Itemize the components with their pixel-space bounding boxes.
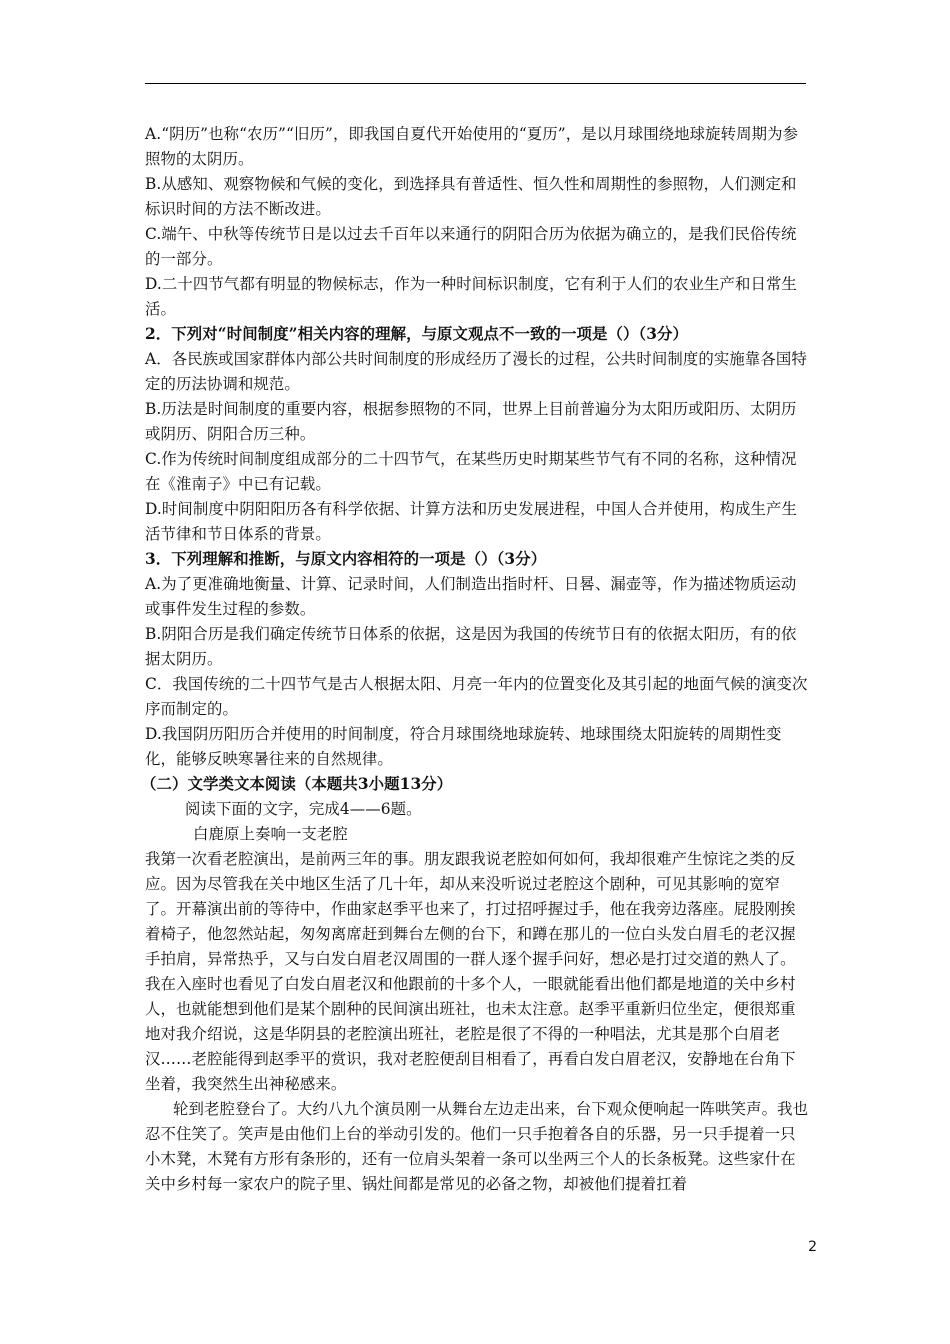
q3-option-b: B.阴阳合历是我们确定传统节日体系的依据，这是因为我国的传统节日有的依据太阳历，有的依据太阴历。	[145, 625, 797, 668]
q3-option-c: C．我国传统的二十四节气是古人根据太阳、月亮一年内的位置变化及其引起的地面气候的演变次序而制定的。	[145, 675, 808, 718]
document-body	[141, 122, 810, 1197]
q1-option-b: B.从感知、观察物候和气候的变化，到选择具有普适性、恒久性和周期性的参照物，人们测定和标识时间的方法不断改进。	[145, 175, 797, 218]
passage-title: 白鹿原上奏响一支老腔	[193, 825, 348, 843]
q1-option-a: A.“阴历”也称“农历”“旧历”，即我国自夏代开始使用的“夏历”，是以月球围绕地球旋转周期为参照物的太阴历。	[145, 125, 799, 168]
passage-paragraph-1: 我第一次看老腔演出，是前两三年的事。朋友跟我说老腔如何如何，我却很难产生惊诧之类的反应。因为尽管我在关中地区生活了几十年，却从来没听说过老腔这个剧种，可见其影响的宽窄了。开幕演出前的等待中，作曲家赵季平也来了，打过招呼握过手，他在我旁边落座。屁股刚挨着椅子，他忽然站起，匆匆离席赶到舞台左侧的台下，和蹲在那儿的一位白头发白眉毛的老汉握手拍肩，异常热乎，又与白发白眉老汉周围的一群人逐个握手问好，想必是打过交道的熟人了。我在入座时也看见了白发白眉老汉和他跟前的十多个人，一眼就能看出他们都是地道的关中乡村人，也就能想到他们是某个剧种的民间演出班社，也未太注意。赵季平重新归位坐定，便很郑重地对我介绍说，这是华阴县的老腔演出班社，老腔是很了不得的一种唱法，尤其是那个白眉老汉……老腔能得到赵季平的赏识，我对老腔便刮目相看了，再看白发白眉老汉，安静地在台角下坐着，我突然生出神秘感来。	[145, 850, 796, 1093]
q2-option-d: D.时间制度中阴阳阳历各有科学依据、计算方法和历史发展进程，中国人合并使用，构成生产生活节律和节日体系的背景。	[145, 500, 797, 543]
q2-option-c: C.作为传统时间制度组成部分的二十四节气，在某些历史时期某些节气有不同的名称，这种情况在《淮南子》中已有记载。	[145, 450, 797, 493]
q3-option-a: A.为了更准确地衡量、计算、记录时间，人们制造出指时杆、日晷、漏壶等，作为描述物质运动或事件发生过程的参数。	[145, 575, 797, 618]
q1-option-c: C.端午、中秋等传统节日是以过去千百年以来通行的阴阳合历为依据为确立的，是我们民俗传统的一部分。	[145, 225, 797, 268]
q2-stem: 2．下列对“时间制度”相关内容的理解，与原文观点不一致的一项是（）（3分）	[145, 325, 689, 343]
q3-stem: 3．下列理解和推断，与原文内容相符的一项是（）（3分）	[145, 550, 547, 568]
q3-option-d: D.我国阴历阳历合并使用的时间制度，符合月球围绕地球旋转、地球围绕太阳旋转的周期性变化，能够反映寒暑往来的自然规律。	[145, 725, 782, 768]
section-heading: （二）文学类文本阅读（本题共3小题13分）	[141, 775, 453, 793]
header-rule	[145, 83, 806, 84]
page-number: 2	[808, 1239, 817, 1255]
passage-paragraph-2: 轮到老腔登台了。大约八九个演员刚一从舞台左边走出来，台下观众便响起一阵哄笑声。我也忍不住笑了。笑声是由他们上台的举动引发的。他们一只手抱着各自的乐器，另一只手提着一只小木凳，木凳有方形有条形的，还有一位肩头架着一条可以坐两三个人的长条板凳。这些家什在关中乡村每一家农户的院子里、锅灶间都是常见的必备之物，却被他们提着扛着	[145, 1100, 809, 1193]
q2-option-a: A．各民族或国家群体内部公共时间制度的形成经历了漫长的过程，公共时间制度的实施靠各国特定的历法协调和规范。	[145, 350, 807, 393]
reading-instruction: 阅读下面的文字，完成4——6题。	[185, 800, 422, 818]
q1-option-d: D.二十四节气都有明显的物候标志，作为一种时间标识制度，它有利于人们的农业生产和日常生活。	[145, 275, 797, 318]
q2-option-b: B.历法是时间制度的重要内容，根据参照物的不同，世界上目前普遍分为太阳历或阳历、太阴历或阴历、阴阳合历三种。	[145, 400, 797, 443]
